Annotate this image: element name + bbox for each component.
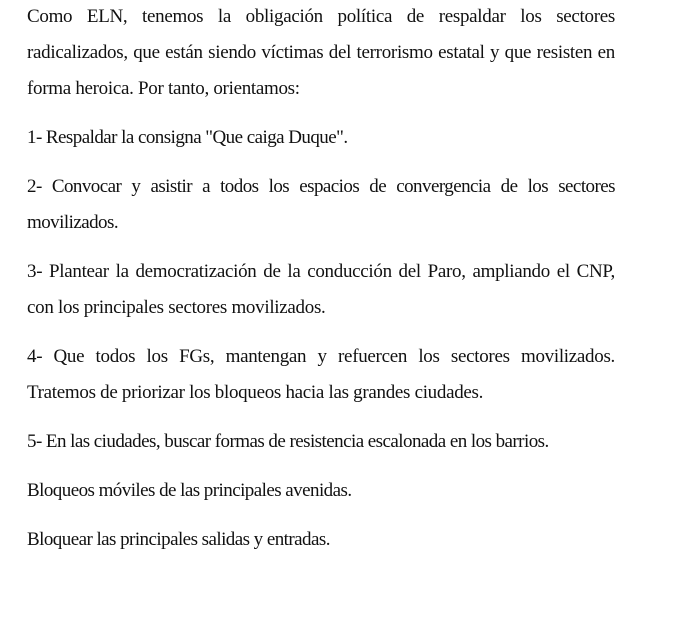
mobile-blockades-paragraph: Bloqueos móviles de las principales avenidas. bbox=[27, 480, 352, 501]
point-2-paragraph: 2- Convocar y asistir a todos los espacios de convergencia de los sectores movilizados. bbox=[27, 176, 615, 233]
point-5-paragraph: 5- En las ciudades, buscar formas de resistencia escalonada en los barrios. bbox=[27, 431, 549, 452]
point-3-paragraph: 3- Plantear la democratización de la conducción del Paro, ampliando el CNP, con los principales sectores movilizados. bbox=[27, 261, 615, 318]
point-4-paragraph: 4- Que todos los FGs, mantengan y refuercen los sectores movilizados. Tratemos de priorizar los bloqueos hacia las grandes ciudades. bbox=[27, 346, 615, 403]
document-body bbox=[27, 0, 615, 558]
point-1-paragraph: 1- Respaldar la consigna "Que caiga Duque". bbox=[27, 127, 348, 148]
block-exits-paragraph: Bloquear las principales salidas y entradas. bbox=[27, 529, 330, 550]
intro-paragraph: Como ELN, tenemos la obligación política de respaldar los sectores radicalizados, que están siendo víctimas del terrorismo estatal y que resisten en forma heroica. Por tanto, orientamos: bbox=[27, 6, 615, 99]
